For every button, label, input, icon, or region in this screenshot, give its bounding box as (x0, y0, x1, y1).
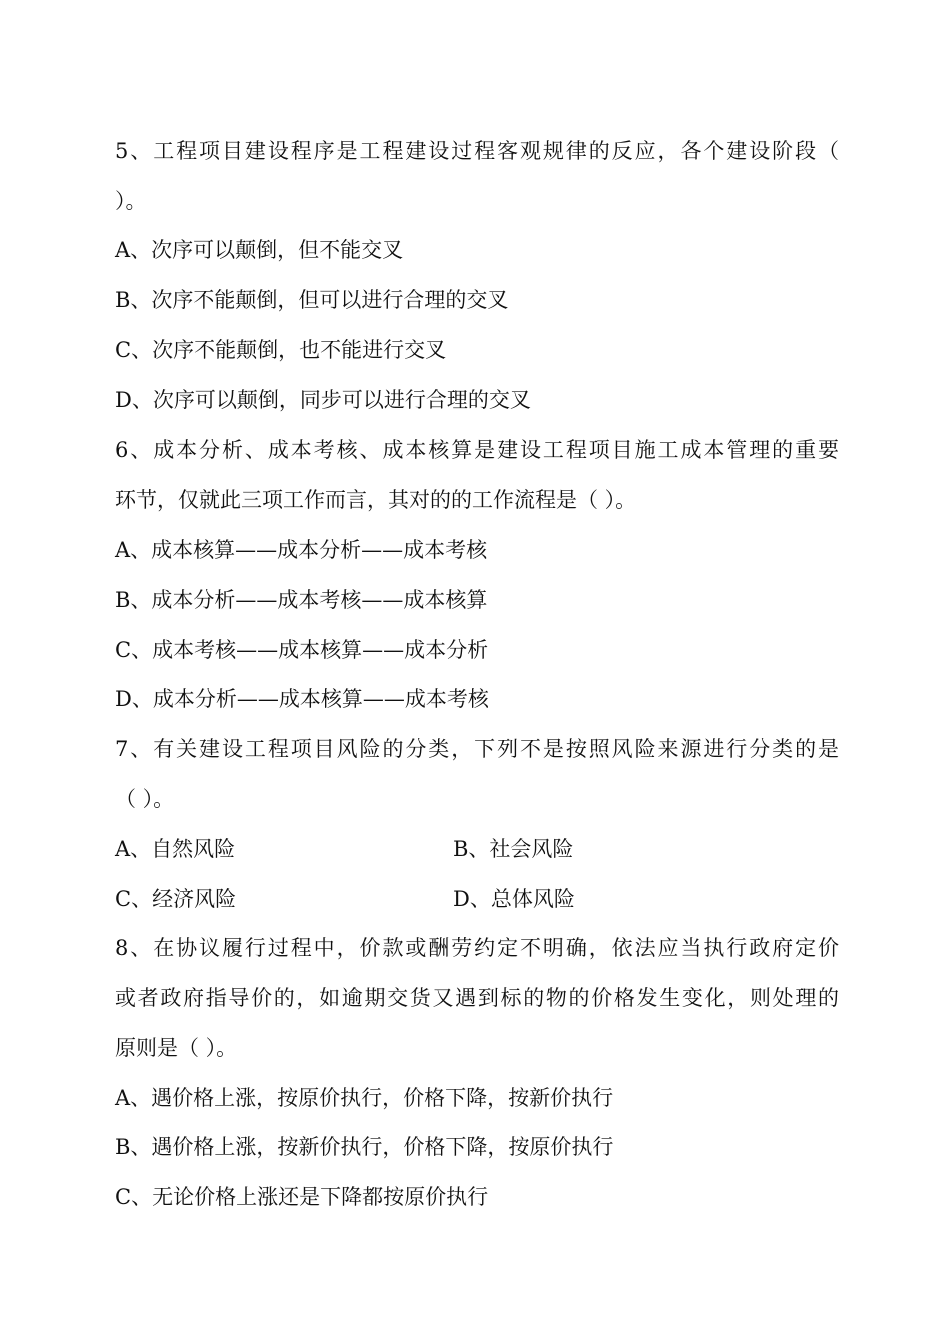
question-5-option-d: D、次序可以颠倒，同步可以进行合理的交叉 (115, 388, 531, 412)
question-7-text-line-2: （ ）。 (115, 787, 175, 811)
question-8-option-a: A、遇价格上涨，按原价执行，价格下降，按新价执行 (115, 1086, 614, 1110)
question-5-option-a: A、次序可以颠倒，但不能交叉 (115, 238, 404, 262)
question-7-option-d: D、总体风险 (453, 887, 575, 911)
question-8-text-line-3: 原则是（ ）。 (115, 1036, 238, 1060)
question-6-text-line-1: 6、成本分析、成本考核、成本核算是建设工程项目施工成本管理的重要 (115, 438, 839, 462)
question-7-option-b: B、社会风险 (453, 837, 574, 861)
question-7-option-a: A、自然风险 (115, 837, 236, 861)
question-7-option-c: C、经济风险 (115, 887, 237, 911)
question-6-option-c: C、成本考核——成本核算——成本分析 (115, 638, 489, 662)
question-7-text-line-1: 7、有关建设工程项目风险的分类，下列不是按照风险来源进行分类的是 (115, 737, 839, 761)
question-5-option-b: B、次序不能颠倒，但可以进行合理的交叉 (115, 288, 509, 312)
question-6-option-d: D、成本分析——成本核算——成本考核 (115, 687, 489, 711)
question-5-text-line-1: 5、工程项目建设程序是工程建设过程客观规律的反应，各个建设阶段（ (115, 139, 839, 163)
question-6-text-line-2: 环节，仅就此三项工作而言，其对的的工作流程是（ ）。 (115, 488, 637, 512)
question-6-option-b: B、成本分析——成本考核——成本核算 (115, 588, 488, 612)
question-6-option-a: A、成本核算——成本分析——成本考核 (115, 538, 488, 562)
question-8-text-line-1: 8、在协议履行过程中，价款或酬劳约定不明确，依法应当执行政府定价 (115, 936, 839, 960)
question-8-option-b: B、遇价格上涨，按新价执行，价格下降，按原价执行 (115, 1135, 614, 1159)
question-8-text-line-2: 或者政府指导价的，如逾期交货又遇到标的物的价格发生变化，则处理的 (115, 986, 839, 1010)
question-8-option-c: C、无论价格上涨还是下降都按原价执行 (115, 1185, 489, 1209)
question-5-option-c: C、次序不能颠倒，也不能进行交叉 (115, 338, 447, 362)
question-5-text-line-2: ）。 (115, 189, 147, 213)
